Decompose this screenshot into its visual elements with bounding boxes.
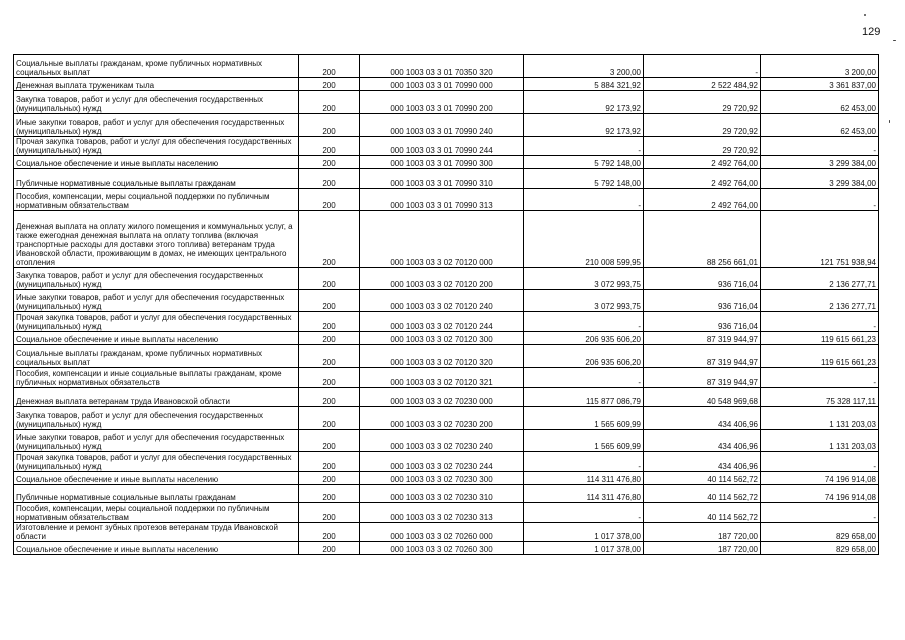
table-cell-code: 200 (299, 485, 360, 503)
table-cell-unexecuted: 2 136 277,71 (761, 290, 879, 312)
table-cell-unexecuted: 1 131 203,03 (761, 407, 879, 430)
table-cell-kbk: 000 1003 03 3 02 70230 313 (360, 503, 524, 523)
table-row (14, 542, 879, 555)
table-row (14, 114, 879, 137)
table-cell-kbk: 000 1003 03 3 02 70120 000 (360, 211, 524, 268)
table-row (14, 452, 879, 472)
table-cell-unexecuted: 2 136 277,71 (761, 268, 879, 290)
table-cell-approved: - (524, 137, 644, 156)
table-cell-code: 200 (299, 368, 360, 388)
table-cell-kbk: 000 1003 03 3 01 70990 244 (360, 137, 524, 156)
table-cell-unexecuted: 1 131 203,03 (761, 430, 879, 452)
table-cell-kbk: 000 1003 03 3 01 70990 310 (360, 169, 524, 189)
table-cell-code: 200 (299, 452, 360, 472)
table-cell-unexecuted: 119 615 661,23 (761, 345, 879, 368)
table-cell-approved: 114 311 476,80 (524, 485, 644, 503)
table-cell-unexecuted: - (761, 503, 879, 523)
table-cell-name: Иные закупки товаров, работ и услуг для обеспечения государственных (муниципальных) нужд (14, 114, 299, 137)
table-cell-kbk: 000 1003 03 3 01 70350 320 (360, 55, 524, 78)
table-cell-unexecuted: - (761, 452, 879, 472)
table-cell-kbk: 000 1003 03 3 02 70120 200 (360, 268, 524, 290)
table-cell-approved: 3 072 993,75 (524, 268, 644, 290)
table-cell-code: 200 (299, 114, 360, 137)
table-cell-kbk: 000 1003 03 3 02 70120 320 (360, 345, 524, 368)
table-cell-unexecuted: - (761, 312, 879, 332)
table-cell-name: Социальное обеспечение и иные выплаты населению (14, 156, 299, 169)
table-cell-name: Изготовление и ремонт зубных протезов ветеранам труда Ивановской области (14, 523, 299, 542)
table-cell-name: Социальное обеспечение и иные выплаты населению (14, 542, 299, 555)
table-cell-executed: 29 720,92 (644, 91, 761, 114)
table-cell-code: 200 (299, 156, 360, 169)
table-cell-unexecuted: 829 658,00 (761, 523, 879, 542)
table-row (14, 169, 879, 189)
table-cell-code: 200 (299, 137, 360, 156)
table-cell-code: 200 (299, 503, 360, 523)
table-cell-kbk: 000 1003 03 3 02 70120 240 (360, 290, 524, 312)
table-row (14, 91, 879, 114)
table-cell-code: 200 (299, 430, 360, 452)
table-cell-approved: - (524, 368, 644, 388)
table-cell-approved: 114 311 476,80 (524, 472, 644, 485)
table-cell-unexecuted: 3 299 384,00 (761, 156, 879, 169)
table-cell-unexecuted: 3 361 837,00 (761, 78, 879, 91)
table-cell-kbk: 000 1003 03 3 02 70230 000 (360, 388, 524, 407)
table-cell-code: 200 (299, 542, 360, 555)
table-cell-name: Публичные нормативные социальные выплаты гражданам (14, 169, 299, 189)
table-cell-unexecuted: 62 453,00 (761, 114, 879, 137)
table-cell-code: 200 (299, 332, 360, 345)
table-cell-approved: 3 072 993,75 (524, 290, 644, 312)
table-cell-name: Социальное обеспечение и иные выплаты населению (14, 472, 299, 485)
table-cell-name: Закупка товаров, работ и услуг для обеспечения государственных (муниципальных) нужд (14, 91, 299, 114)
table-cell-name: Пособия, компенсации, меры социальной поддержки по публичным нормативным обязательствам (14, 189, 299, 211)
table-cell-name: Денежная выплата ветеранам труда Ивановской области (14, 388, 299, 407)
table-row (14, 472, 879, 485)
table-row (14, 211, 879, 268)
table-row (14, 55, 879, 78)
table-cell-executed: 434 406,96 (644, 430, 761, 452)
table-row (14, 156, 879, 169)
table-cell-approved: 206 935 606,20 (524, 345, 644, 368)
table-cell-name: Прочая закупка товаров, работ и услуг для обеспечения государственных (муниципальных) нужд (14, 452, 299, 472)
table-cell-name: Прочая закупка товаров, работ и услуг для обеспечения государственных (муниципальных) нужд (14, 312, 299, 332)
table-cell-kbk: 000 1003 03 3 01 70990 240 (360, 114, 524, 137)
table-cell-unexecuted: 3 299 384,00 (761, 169, 879, 189)
table-cell-approved: 5 884 321,92 (524, 78, 644, 91)
table-cell-name: Социальное обеспечение и иные выплаты населению (14, 332, 299, 345)
table-cell-name: Пособия, компенсации, меры социальной поддержки по публичным нормативным обязательствам (14, 503, 299, 523)
table-cell-approved: - (524, 503, 644, 523)
table-cell-code: 200 (299, 345, 360, 368)
table-cell-kbk: 000 1003 03 3 01 70990 300 (360, 156, 524, 169)
table-row (14, 268, 879, 290)
table-cell-kbk: 000 1003 03 3 01 70990 313 (360, 189, 524, 211)
table-row (14, 430, 879, 452)
table-cell-approved: 1 017 378,00 (524, 542, 644, 555)
table-cell-code: 200 (299, 523, 360, 542)
table-cell-executed: 2 492 764,00 (644, 156, 761, 169)
table-row (14, 485, 879, 503)
table-cell-unexecuted: - (761, 368, 879, 388)
table-cell-approved: - (524, 312, 644, 332)
table-row (14, 503, 879, 523)
table-cell-executed: 87 319 944,97 (644, 368, 761, 388)
table-cell-name: Пособия, компенсации и иные социальные выплаты гражданам, кроме публичных нормативных обязательств (14, 368, 299, 388)
table-cell-code: 200 (299, 55, 360, 78)
table-cell-name: Денежная выплата на оплату жилого помещения и коммунальных услуг, а также ежегодная денежная выплата на оплату топлива (включая транспортные расходы для доставки этого топлива) ветеранам труда Ивановской области, проживающим в домах, не имеющих центрального отопления (14, 211, 299, 268)
table-cell-code: 200 (299, 407, 360, 430)
table-cell-code: 200 (299, 189, 360, 211)
table-cell-executed: 434 406,96 (644, 452, 761, 472)
table-cell-unexecuted: - (761, 189, 879, 211)
table-cell-name: Социальные выплаты гражданам, кроме публичных нормативных социальных выплат (14, 345, 299, 368)
table-cell-unexecuted: 121 751 938,94 (761, 211, 879, 268)
scan-speck (893, 40, 896, 41)
table-cell-kbk: 000 1003 03 3 02 70230 244 (360, 452, 524, 472)
table-cell-approved: 1 565 609,99 (524, 430, 644, 452)
table-cell-code: 200 (299, 472, 360, 485)
table-cell-code: 200 (299, 169, 360, 189)
table-cell-executed: 2 492 764,00 (644, 169, 761, 189)
table-cell-kbk: 000 1003 03 3 02 70260 000 (360, 523, 524, 542)
table-cell-unexecuted: 74 196 914,08 (761, 472, 879, 485)
table-cell-executed: 187 720,00 (644, 523, 761, 542)
table-cell-kbk: 000 1003 03 3 02 70230 200 (360, 407, 524, 430)
table-cell-executed: 434 406,96 (644, 407, 761, 430)
table-cell-code: 200 (299, 290, 360, 312)
table-cell-kbk: 000 1003 03 3 02 70230 310 (360, 485, 524, 503)
table-cell-kbk: 000 1003 03 3 02 70230 300 (360, 472, 524, 485)
table-cell-executed: 88 256 661,01 (644, 211, 761, 268)
table-cell-kbk: 000 1003 03 3 02 70260 300 (360, 542, 524, 555)
table-cell-approved: 92 173,92 (524, 91, 644, 114)
scan-speck (864, 14, 866, 16)
table-cell-executed: 936 716,04 (644, 290, 761, 312)
table-cell-approved: - (524, 452, 644, 472)
table-cell-executed: 29 720,92 (644, 114, 761, 137)
table-cell-unexecuted: 3 200,00 (761, 55, 879, 78)
table-cell-executed: 87 319 944,97 (644, 345, 761, 368)
table-row (14, 345, 879, 368)
table-row (14, 388, 879, 407)
table-cell-kbk: 000 1003 03 3 02 70230 240 (360, 430, 524, 452)
table-cell-kbk: 000 1003 03 3 01 70990 000 (360, 78, 524, 91)
table-cell-executed: 40 114 562,72 (644, 503, 761, 523)
table-cell-name: Закупка товаров, работ и услуг для обеспечения государственных (муниципальных) нужд (14, 407, 299, 430)
table-cell-code: 200 (299, 211, 360, 268)
table-cell-unexecuted: 74 196 914,08 (761, 485, 879, 503)
table-row (14, 312, 879, 332)
table-cell-name: Иные закупки товаров, работ и услуг для обеспечения государственных (муниципальных) нужд (14, 290, 299, 312)
table-cell-kbk: 000 1003 03 3 02 70120 321 (360, 368, 524, 388)
table-cell-approved: 115 877 086,79 (524, 388, 644, 407)
table-cell-code: 200 (299, 78, 360, 91)
table-cell-unexecuted: 75 328 117,11 (761, 388, 879, 407)
scan-speck (889, 120, 890, 123)
table-cell-unexecuted: 829 658,00 (761, 542, 879, 555)
table-cell-unexecuted: 62 453,00 (761, 91, 879, 114)
table-cell-executed: - (644, 55, 761, 78)
table-cell-name: Прочая закупка товаров, работ и услуг для обеспечения государственных (муниципальных) нужд (14, 137, 299, 156)
page-number: 129 (862, 26, 881, 38)
table-cell-approved: 5 792 148,00 (524, 156, 644, 169)
table-row (14, 523, 879, 542)
table-cell-approved: - (524, 189, 644, 211)
table-cell-executed: 2 492 764,00 (644, 189, 761, 211)
table-cell-code: 200 (299, 312, 360, 332)
table-cell-approved: 1 017 378,00 (524, 523, 644, 542)
table-cell-name: Социальные выплаты гражданам, кроме публичных нормативных социальных выплат (14, 55, 299, 78)
table-cell-approved: 1 565 609,99 (524, 407, 644, 430)
table-cell-approved: 3 200,00 (524, 55, 644, 78)
table-cell-name: Иные закупки товаров, работ и услуг для обеспечения государственных (муниципальных) нужд (14, 430, 299, 452)
table-cell-executed: 2 522 484,92 (644, 78, 761, 91)
table-cell-approved: 5 792 148,00 (524, 169, 644, 189)
table-cell-executed: 187 720,00 (644, 542, 761, 555)
table-cell-executed: 29 720,92 (644, 137, 761, 156)
table-row (14, 189, 879, 211)
table-cell-name: Денежная выплата труженикам тыла (14, 78, 299, 91)
table-cell-code: 200 (299, 388, 360, 407)
table-cell-unexecuted: - (761, 137, 879, 156)
table-row (14, 368, 879, 388)
table-cell-approved: 210 008 599,95 (524, 211, 644, 268)
table-row (14, 290, 879, 312)
table-cell-executed: 936 716,04 (644, 312, 761, 332)
table-cell-code: 200 (299, 91, 360, 114)
table-cell-kbk: 000 1003 03 3 02 70120 300 (360, 332, 524, 345)
table-cell-executed: 40 114 562,72 (644, 472, 761, 485)
table-cell-kbk: 000 1003 03 3 01 70990 200 (360, 91, 524, 114)
table-row (14, 332, 879, 345)
table-row (14, 78, 879, 91)
table-cell-approved: 92 173,92 (524, 114, 644, 137)
table-cell-name: Закупка товаров, работ и услуг для обеспечения государственных (муниципальных) нужд (14, 268, 299, 290)
table-cell-code: 200 (299, 268, 360, 290)
table-cell-executed: 40 114 562,72 (644, 485, 761, 503)
table-row (14, 407, 879, 430)
table-cell-executed: 87 319 944,97 (644, 332, 761, 345)
table-cell-executed: 40 548 969,68 (644, 388, 761, 407)
table-cell-unexecuted: 119 615 661,23 (761, 332, 879, 345)
table-cell-name: Публичные нормативные социальные выплаты гражданам (14, 485, 299, 503)
table-cell-approved: 206 935 606,20 (524, 332, 644, 345)
table-cell-executed: 936 716,04 (644, 268, 761, 290)
table-row (14, 137, 879, 156)
budget-execution-table (13, 54, 879, 555)
table-cell-kbk: 000 1003 03 3 02 70120 244 (360, 312, 524, 332)
